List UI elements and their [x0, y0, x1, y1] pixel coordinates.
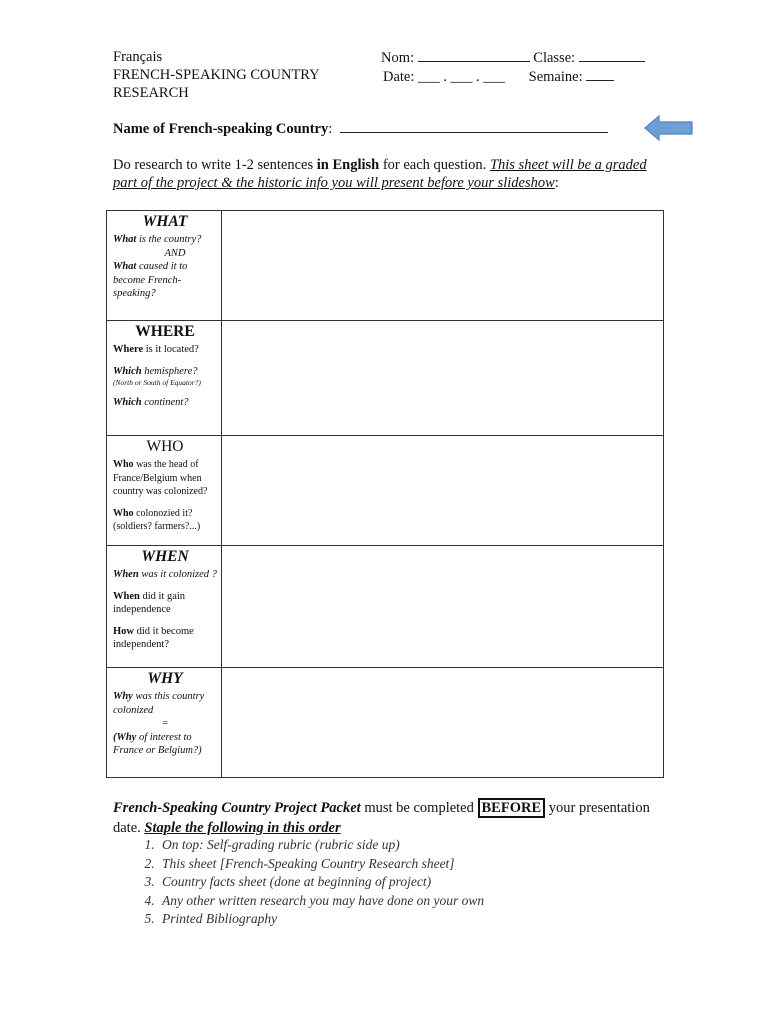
- list-item: 5. Printed Bibliography: [158, 910, 484, 929]
- date-field[interactable]: ___ . ___ . ___: [418, 69, 506, 85]
- header-right: [381, 48, 671, 86]
- question-title: WHAT: [142, 213, 188, 230]
- intro-text-1: Do research to write 1-2 sentences: [113, 157, 317, 173]
- answer-cell-what[interactable]: [222, 211, 664, 321]
- answer-cell-why[interactable]: [222, 668, 664, 778]
- question-cell-why: WHY Why was this country colonized = (Why of interest to France or Belgium?): [107, 668, 222, 778]
- table-row: [107, 436, 664, 546]
- country-name-row: [113, 119, 608, 138]
- sheet-title-line1: FRENCH-SPEAKING COUNTRY: [113, 67, 320, 83]
- answer-cell-who[interactable]: [222, 436, 664, 546]
- semaine-label: Semaine:: [528, 69, 583, 85]
- answer-cell-when[interactable]: [222, 546, 664, 668]
- country-name-label: Name of French-speaking Country: [113, 121, 329, 137]
- country-name-field[interactable]: [340, 119, 608, 133]
- packet-text: must be completed: [360, 800, 478, 816]
- nom-classe-row: [381, 48, 671, 67]
- question-title: WHEN: [141, 548, 189, 565]
- staple-order-list: [113, 836, 484, 929]
- answer-cell-where[interactable]: [222, 321, 664, 436]
- question-title: WHO: [146, 438, 184, 455]
- course-name: Français: [113, 49, 163, 65]
- table-row: [107, 211, 664, 321]
- semaine-field[interactable]: [586, 67, 614, 81]
- table-row: [107, 668, 664, 778]
- classe-field[interactable]: [579, 48, 645, 62]
- research-table: [106, 210, 664, 778]
- nom-field[interactable]: [418, 48, 530, 62]
- list-item: 1. On top: Self-grading rubric (rubric side up): [158, 836, 484, 855]
- nom-label: Nom:: [381, 50, 415, 66]
- list-item: 2. This sheet [French-Speaking Country Research sheet]: [158, 855, 484, 874]
- staple-heading: Staple the following in this order: [144, 820, 341, 836]
- intro-end: :: [554, 175, 559, 191]
- packet-text-2: your presentation date.: [113, 800, 650, 836]
- left-arrow-icon: [643, 114, 695, 142]
- question-title: WHERE: [135, 323, 195, 340]
- header-left: [113, 48, 320, 102]
- date-semaine-row: [383, 67, 671, 86]
- instructions: [113, 156, 673, 192]
- intro-text-2: for each question.: [379, 157, 490, 173]
- sheet-title-line2: RESEARCH: [113, 85, 189, 101]
- intro-underlined: This sheet will be a graded part of the project & the historic info you will present before your slideshow: [113, 157, 647, 191]
- before-badge: BEFORE: [478, 798, 546, 818]
- date-label: Date:: [383, 69, 415, 85]
- table-row: [107, 546, 664, 668]
- intro-emphasis: in English: [316, 157, 380, 173]
- country-name-colon: :: [328, 121, 333, 137]
- table-row: [107, 321, 664, 436]
- question-cell-who: WHO Who was the head of France/Belgium when country was colonized? Who colonozied it? (soldiers? farmers?...): [107, 436, 222, 546]
- question-title: WHY: [147, 670, 183, 687]
- question-cell-when: WHEN When was it colonized ? When did it gain independence How did it become independent?: [107, 546, 222, 668]
- question-cell-where: WHERE Where is it located? Which hemisphere? (North or South of Equator?) Which continent?: [107, 321, 222, 436]
- classe-label: Classe:: [533, 50, 576, 66]
- list-item: 4. Any other written research you may have done on your own: [158, 892, 484, 911]
- list-item: 3. Country facts sheet (done at beginning of project): [158, 873, 484, 892]
- question-cell-what: WHAT What is the country? AND What caused it to become French-speaking?: [107, 211, 222, 321]
- packet-instructions: [113, 798, 673, 838]
- packet-title: French-Speaking Country Project Packet: [113, 800, 361, 816]
